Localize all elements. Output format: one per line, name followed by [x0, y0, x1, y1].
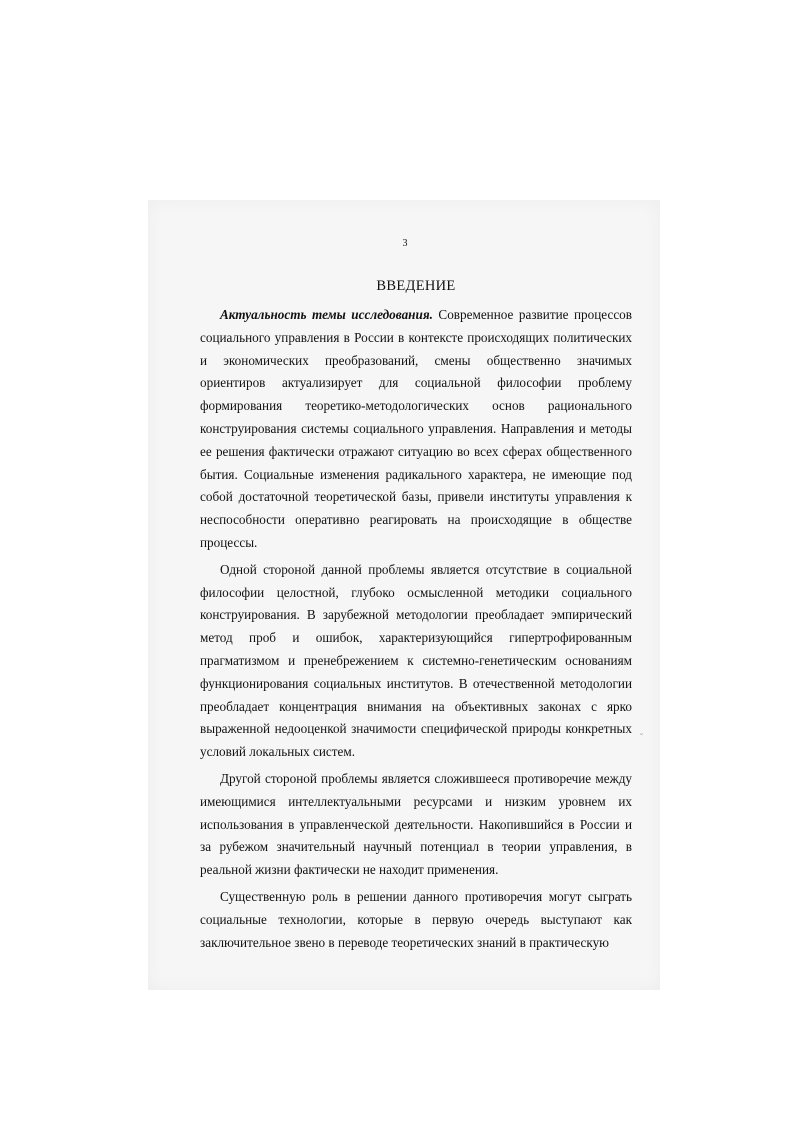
page-number: 3 [402, 238, 408, 249]
paragraph-3: Другой стороной проблемы является сложившееся противоречие между имеющимися интеллектуальными ресурсами и низким уровнем их использования в управленческой деятельности. Накопившийся в России и за рубежом значительный научный потенциал в теории управления, в реальной жизни фактически не находит применения. [200, 770, 632, 878]
paragraph-2: Одной стороной данной проблемы является отсутствие в социальной философии целостной, глубоко осмысленной методики социального конструирования. В зарубежной методологии преобладает эмпирический метод проб и ошибок, характеризующийся гипертрофированным прагматизмом и пренебрежением к системно-генетическим основаниям функционирования социальных институтов. В отечественной методологии преобладает концентрация внимания на объективных законах с ярко выраженной недооценкой значимости специфической природы конкретных условий локальных систем. [200, 561, 632, 760]
paragraph-4: Существенную роль в решении данного противоречия могут сыграть социальные технологии, которые в первую очередь выступают как заключительное звено в переводе теоретических знаний в практическую [200, 888, 632, 950]
section-heading: ВВЕДЕНИЕ [376, 278, 456, 294]
paragraph-lead: Актуальность темы исследования. [220, 307, 433, 322]
paragraph-body: Современное развитие процессов социального управления в России в контексте происходящих политических и экономических преобразований, смены общественно значимых ориентиров актуализирует для социальной философии проблему формирования теоретико-методологических основ рационального конструирования системы социального управления. Направления и методы ее решения фактически отражают ситуацию во всех сферах общественного бытия. Социальные изменения радикального характера, не имеющие под собой достаточной теоретической базы, привели институты управления к неспособности оперативно реагировать на происходящие в обществе процессы. [200, 307, 632, 550]
body-text [200, 304, 632, 958]
scan-mark: ˘ [640, 732, 643, 742]
paragraph-1 [200, 304, 632, 555]
